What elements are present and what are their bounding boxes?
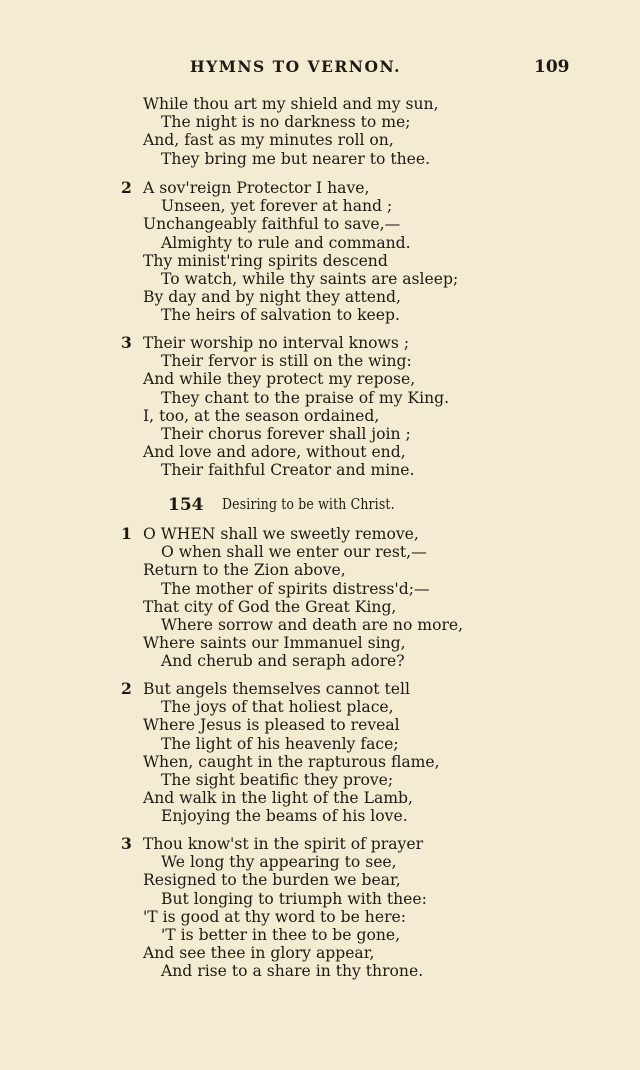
stanza-number: 3 [121,834,132,853]
stanza-number: 2 [121,178,132,197]
verse-line: Return to the Zion above, [143,561,346,580]
hymn-number: 154 [168,495,204,515]
verse-line: The night is no darkness to me; [161,113,411,132]
stanza-continuation [0,95,640,168]
verse-line: O when shall we enter our rest,— [161,543,427,562]
stanza-number: 1 [121,524,132,543]
verse-line: We long thy appearing to see, [161,853,397,872]
stanza-number: 3 [121,333,132,352]
hymn-154-stanza-1 [0,525,640,671]
verse-line: I, too, at the season ordained, [143,406,380,425]
verse-line: Resigned to the burden we bear, [143,871,401,890]
page-number: 109 [534,57,570,77]
verse-line: The light of his heavenly face; [161,734,399,753]
verse-line: 'T is good at thy word to be here: [143,907,406,926]
page-header [0,57,640,81]
verse-line: 'T is better in thee to be gone, [161,925,401,944]
verse-line: The mother of spirits distress'd;— [161,579,430,598]
verse-line: And cherub and seraph adore? [161,652,405,671]
verse-line: Their faithful Creator and mine. [161,461,415,480]
verse-line: While thou art my shield and my sun, [143,95,439,113]
stanza-3 [0,334,640,480]
verse-line: 3 Thou know'st in the spirit of prayer [121,834,424,853]
verse-line: Enjoying the beams of his love. [161,807,408,826]
stanza-2 [0,179,640,325]
verse-line: And while they protect my repose, [143,370,416,389]
verse-line: 1 O WHEN shall we sweetly remove, [121,524,419,543]
verse-line: That city of God the Great King, [143,597,397,616]
hymn-154-stanza-2 [0,680,640,826]
hymn-heading [0,495,640,519]
hymn-title: Desiring to be with Christ. [222,497,395,513]
verse-line: The heirs of salvation to keep. [161,306,400,325]
verse-line: Their fervor is still on the wing: [161,352,412,371]
verse-line: And, fast as my minutes roll on, [143,131,394,150]
verse-line: And see thee in glory appear, [143,944,375,963]
verse-line: By day and by night they attend, [143,288,401,307]
verse-line: Their chorus forever shall join ; [161,424,411,443]
stanza-number: 2 [121,679,132,698]
verse-line: And walk in the light of the Lamb, [143,789,413,808]
verse-line: Thy minist'ring spirits descend [143,251,388,270]
verse-line: They chant to the praise of my King. [161,388,450,407]
verse-line: When, caught in the rapturous flame, [143,752,440,771]
verse-line: The joys of that holiest place, [161,698,394,717]
verse-line: Unchangeably faithful to save,— [143,215,401,234]
verse-line: Almighty to rule and command. [161,233,411,252]
verse-line: 3 Their worship no interval knows ; [121,333,410,352]
verse-line: And love and adore, without end, [143,443,406,462]
verse-line: The sight beatific they prove; [161,770,394,789]
hymn-154-stanza-3 [0,835,640,981]
verse-line: Where saints our Immanuel sing, [143,634,406,653]
verse-line: 2 But angels themselves cannot tell [121,679,410,698]
verse-line: And rise to a share in thy throne. [161,962,424,981]
verse-line: To watch, while thy saints are asleep; [161,269,459,288]
verse-line: Unseen, yet forever at hand ; [161,197,393,216]
verse-line: They bring me but nearer to thee. [161,149,431,168]
running-title: HYMNS TO VERNON. [190,57,402,76]
verse-line: But longing to triumph with thee: [161,889,427,908]
verse-line: Where Jesus is pleased to reveal [143,716,400,735]
verse-line: 2 A sov'reign Protector I have, [121,178,370,197]
verse-line: Where sorrow and death are no more, [161,615,464,634]
